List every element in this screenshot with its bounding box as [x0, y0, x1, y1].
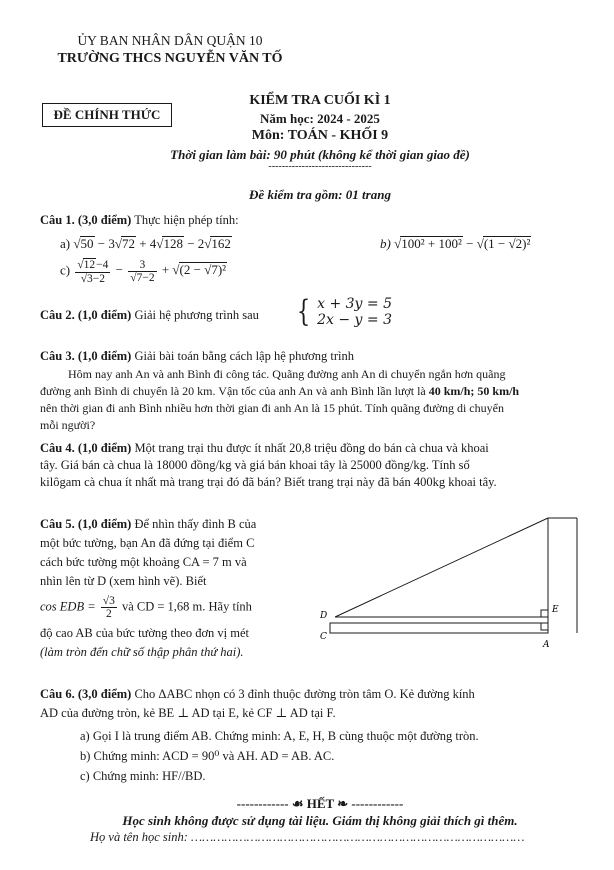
- q5-line-5-text: và CD = 1,68 m. Hãy tính: [121, 599, 252, 614]
- q3-label: Câu 3. (1,0 điểm): [40, 349, 132, 363]
- q5-line-1-text: Để nhìn thấy đỉnh B của: [134, 517, 257, 531]
- header-divider: -------------------------------: [268, 161, 372, 172]
- q6-part-b: b) Chứng minh: ACD = 90⁰ và AH. AD = AB. AC.: [80, 749, 335, 763]
- q6-line-1: [40, 686, 585, 703]
- q5-line-4: nhìn lên từ D (xem hình vẽ). Biết: [40, 574, 207, 588]
- fig-label-c: C: [320, 632, 327, 642]
- question-6: [40, 686, 585, 785]
- q5-line-3: cách bức tường một khoảng CA = 7 m và: [40, 555, 247, 569]
- q5-line-1: [40, 515, 302, 534]
- right-angle-a-icon: [541, 623, 548, 630]
- line-of-sight: [335, 518, 548, 617]
- q2-eq2: 2x − y = 3: [317, 312, 392, 328]
- question-4: [40, 440, 585, 491]
- q5-label: Câu 5. (1,0 điểm): [40, 517, 132, 531]
- q1-part-a: [60, 235, 360, 252]
- q2-eq1: x + 3y = 5: [317, 296, 392, 312]
- q5-cos-den: 2: [105, 608, 112, 620]
- q5-figure: [315, 515, 585, 655]
- q5-line-7: (làm tròn đến chữ số thập phân thứ hai).: [40, 645, 244, 659]
- q4-line-2: tây. Giá bán cà chua là 18000 đồng/kg và giá bán khoai tây là 25000 đồng/kg. Tính số: [40, 458, 470, 472]
- q3-speeds: 40 km/h; 50 km/h: [428, 384, 520, 398]
- q3-line-1: Hôm nay anh An và anh Bình đi công tác. Quãng đường anh An di chuyển ngắn hơn quãng: [68, 367, 506, 381]
- q1-c-label: c): [60, 262, 71, 278]
- footer-note: Học sinh không được sử dụng tài liệu. Giám thị không giải thích gì thêm.: [122, 813, 518, 828]
- right-angle-e-icon: [541, 610, 548, 617]
- q1-b-expr: √100² + 100² − √(1 − √2)²: [394, 236, 531, 251]
- q4-line-1-text: Một trang trại thu được ít nhất 20,8 triệu đồng do bán cà chua và khoai: [134, 441, 489, 455]
- q1-a-expr: √50 − 3√72 + 4√128 − 2√162: [73, 236, 231, 251]
- q6-line-1-text: Cho ΔABC nhọn có 3 đỉnh thuộc đường tròn tâm O. Kẻ đường kính: [134, 687, 475, 701]
- q1-c-expr: $\frac{√12-4}{√3-2}$ − $\frac{3}{√7-2}$ + √(2 − √7)²: [77, 259, 227, 285]
- q2-system: [294, 296, 392, 328]
- q4-label: Câu 4. (1,0 điểm): [40, 441, 132, 455]
- q6-part-a: a) Gọi I là trung điểm AB. Chứng minh: A, E, H, B cùng thuộc một đường tròn.: [80, 729, 479, 743]
- fig-label-e: E: [552, 605, 559, 615]
- q1-label: Câu 1. (3,0 điểm): [40, 213, 132, 227]
- end-marker: ------------ ☙ HẾT ❧ ------------: [236, 796, 404, 811]
- q2-label: Câu 2. (1,0 điểm): [40, 308, 132, 322]
- q2-prompt: Giải hệ phương trình sau: [134, 308, 259, 322]
- q3-body: [40, 366, 585, 434]
- q5-line-6: độ cao AB của bức tường theo đơn vị mét: [40, 626, 250, 640]
- q5-cos-num: √3: [102, 595, 115, 607]
- question-1: [40, 212, 580, 229]
- question-3: [40, 348, 580, 365]
- subject: Môn: TOÁN - KHỐI 9: [251, 128, 389, 143]
- brace-icon: {: [296, 294, 311, 329]
- q5-cos-text: cos EDB =: [40, 599, 96, 614]
- fig-label-a: A: [543, 640, 550, 650]
- q3-line-3: nên thời gian đi anh Bình nhiều hơn thời gian đi anh An là 15 phút. Tính quãng đường di chuyển: [40, 401, 504, 415]
- school-name: TRƯỜNG THCS NGUYỄN VĂN TỐ: [57, 51, 283, 66]
- q3-prompt: Giải bài toán bằng cách lập hệ phương trình: [134, 349, 355, 363]
- q3-line-4: mỗi người?: [40, 418, 96, 432]
- fig-label-d: D: [320, 611, 328, 621]
- q5-line-2: một bức tường, bạn An đã đứng tại điểm C: [40, 536, 255, 550]
- q6-part-c: c) Chứng minh: HF//BD.: [80, 769, 206, 783]
- pages-note: Đề kiểm tra gồm: 01 trang: [249, 187, 391, 202]
- duration: Thời gian làm bài: 90 phút (không kể thời gian giao đề): [170, 147, 470, 162]
- q4-line-1: [40, 440, 585, 457]
- ground-strip: [330, 623, 548, 633]
- q6-line-2: AD của đường tròn, kẻ BE ⊥ AD tại E, kẻ CF ⊥ AD tại F.: [40, 706, 336, 720]
- q6-label: Câu 6. (3,0 điểm): [40, 687, 132, 701]
- q1-part-c: [60, 258, 360, 285]
- q3-line-2: [40, 383, 585, 400]
- official-exam-box: [42, 103, 172, 127]
- question-5: [40, 515, 302, 662]
- question-2: [40, 307, 290, 324]
- q5-line-5: [40, 595, 302, 620]
- district-name: ỦY BAN NHÂN DÂN QUẬN 10: [77, 33, 263, 48]
- q1-a-label: a): [60, 236, 71, 251]
- exam-title: KIỂM TRA CUỐI KÌ 1: [249, 93, 391, 108]
- school-year: Năm học: 2024 - 2025: [260, 111, 380, 126]
- q1-b-label: b): [380, 236, 391, 251]
- q1-prompt: Thực hiện phép tính:: [134, 213, 239, 227]
- student-name-line: Họ và tên học sinh: ………………………………………………………………………………: [90, 830, 525, 844]
- official-exam-label: ĐỀ CHÍNH THỨC: [53, 107, 161, 122]
- q1-part-b: [380, 235, 600, 252]
- q4-line-3: kilôgam cà chua ít nhất mà trang trại đó đã bán? Biết trang trại này đã bán 400kg khoai tây.: [40, 475, 497, 489]
- q3-line-2-text: đường anh Bình di chuyển là 20 km. Vận tốc của anh An và anh Bình lần lượt là: [40, 384, 426, 398]
